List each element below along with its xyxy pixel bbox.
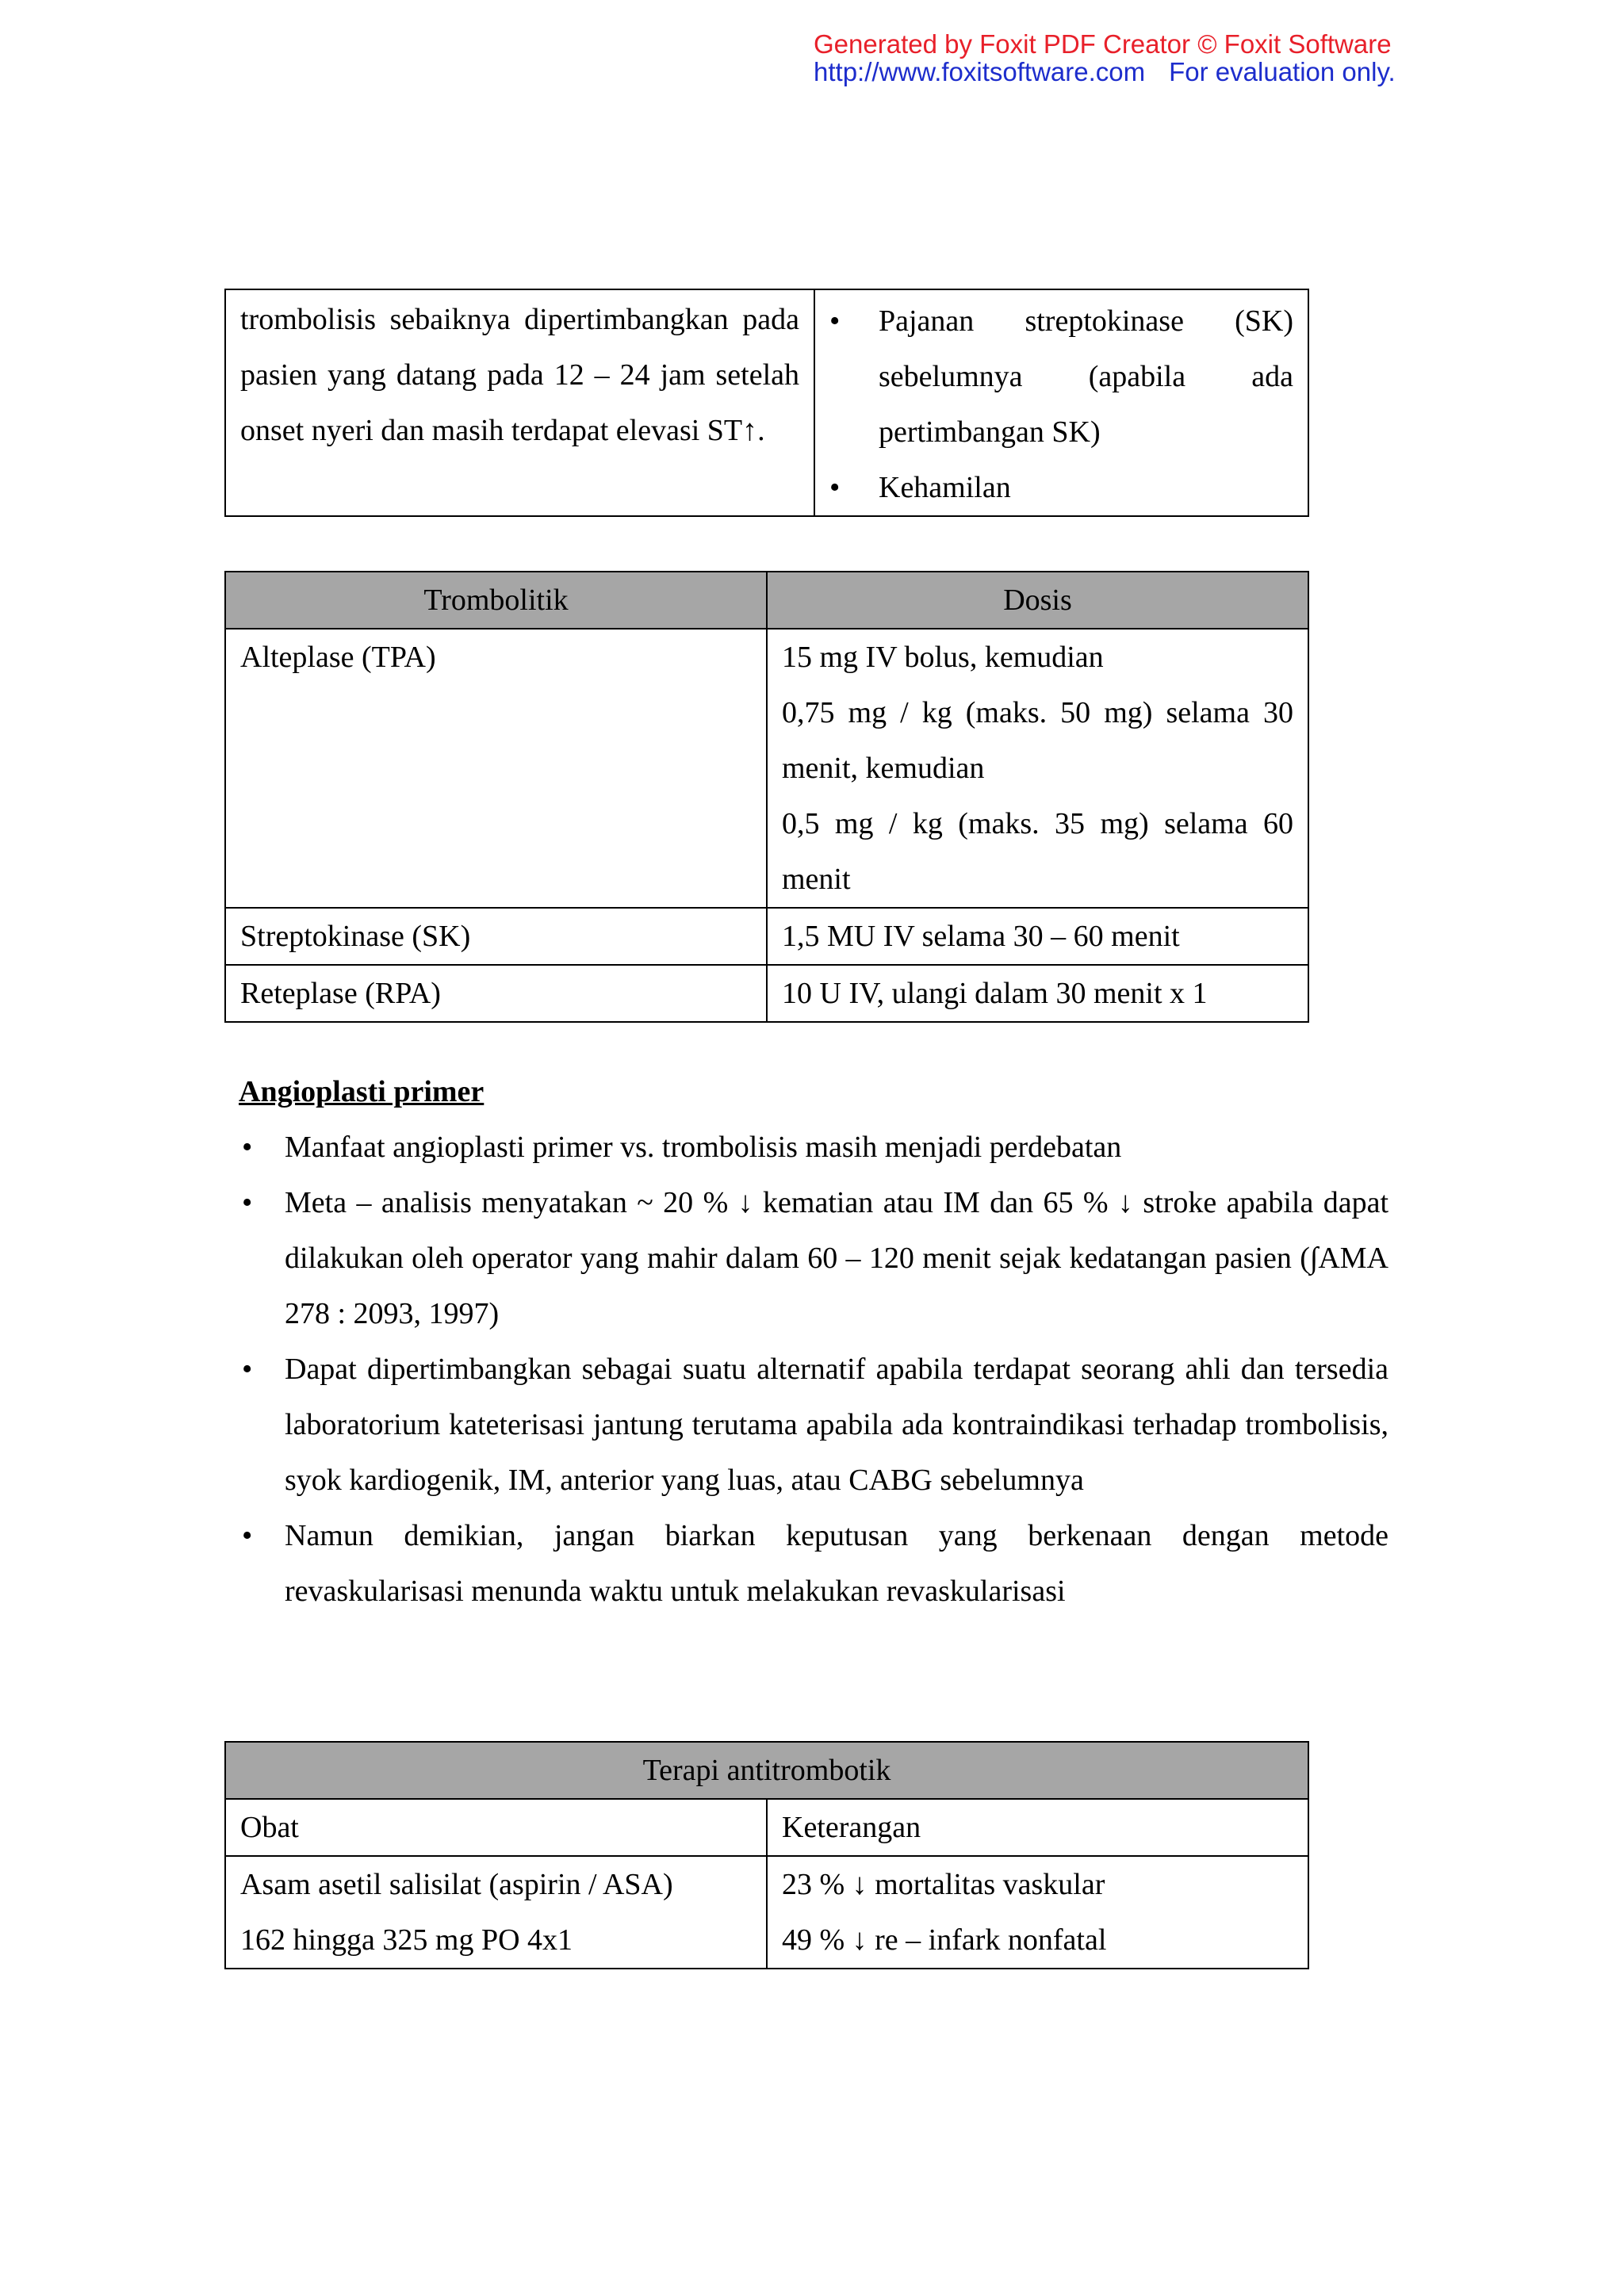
drug-name: Streptokinase (SK) [225,908,767,965]
angioplasty-section [239,1064,1388,1619]
list-item: • Meta – analisis menyatakan ~ 20 % ↓ kematian atau IM dan 65 % ↓ stroke apabila dapat dilakukan oleh operator yang mahir dalam 60 – 120 menit sejak kedatangan pasien (∫AMA 278 : 2093, 1997) [239,1175,1388,1341]
table-header-row [225,572,1308,629]
table-title: Terapi antitrombotik [225,1742,1308,1799]
section-heading: Angioplasti primer [239,1075,485,1108]
contraindication-table-continued [224,289,1309,517]
watermark-line1: Generated by Foxit PDF Creator © Foxit Software [814,29,1392,59]
column-header-drug: Obat [225,1799,767,1856]
list-item: • Manfaat angioplasti primer vs. trombolisis masih menjadi perdebatan [239,1119,1388,1175]
watermark-line2 [814,58,1396,86]
table-row [225,1856,1308,1969]
watermark-url[interactable]: http://www.foxitsoftware.com [814,57,1146,86]
dose-cell [767,908,1308,965]
watermark-note: For evaluation only. [1169,57,1396,86]
contraindication-bullets-cell [814,289,1308,516]
drug-cell [225,1856,767,1969]
column-header-note: Keterangan [767,1799,1308,1856]
note-line: 23 % ↓ mortalitas vaskular [782,1868,1105,1901]
thrombolytic-dose-table [224,571,1309,1023]
dose-line: 10 U IV, ulangi dalam 30 menit x 1 [782,977,1208,1010]
dose-cell [767,965,1308,1022]
list-item: • Kehamilan [823,460,1293,515]
drug-line: Asam asetil salisilat (aspirin / ASA) [240,1868,673,1901]
angioplasty-bullet-list [239,1119,1388,1619]
foxit-watermark [814,30,1396,86]
table-row [225,965,1308,1022]
contraindication-bullet-list [823,293,1293,515]
table-header-row [225,1799,1308,1856]
list-item: • Pajanan streptokinase (SK) sebelumnya (apabila ada pertimbangan SK) [823,293,1293,460]
note-cell [767,1856,1308,1969]
dose-line: 0,5 mg / kg (maks. 35 mg) selama 60 menit [782,807,1293,896]
drug-name: Alteplase (TPA) [225,629,767,908]
dose-line: 15 mg IV bolus, kemudian [782,641,1104,674]
list-item: • Namun demikian, jangan biarkan keputusan yang berkenaan dengan metode revaskularisasi menunda waktu untuk melakukan revaskularisasi [239,1508,1388,1619]
note-line: 49 % ↓ re – infark nonfatal [782,1923,1107,1957]
dose-cell [767,629,1308,908]
antithrombotic-therapy-table [224,1741,1309,1969]
column-header-thrombolytic: Trombolitik [225,572,767,629]
drug-line: 162 hingga 325 mg PO 4x1 [240,1923,573,1957]
list-item: • Dapat dipertimbangkan sebagai suatu alternatif apabila terdapat seorang ahli dan tersedia laboratorium kateterisasi jantung terutama apabila ada kontraindikasi terhadap trombolisis, syok kardiogenik, IM, anterior yang luas, atau CABG sebelumnya [239,1341,1388,1508]
table-row [225,289,1308,516]
table-title-row [225,1742,1308,1799]
dose-line: 1,5 MU IV selama 30 – 60 menit [782,920,1180,953]
table-row [225,629,1308,908]
column-header-dose: Dosis [767,572,1308,629]
table-row [225,908,1308,965]
dose-line: 0,75 mg / kg (maks. 50 mg) selama 30 menit, kemudian [782,696,1293,785]
relative-contraindication-text: trombolisis sebaiknya dipertimbangkan pada pasien yang datang pada 12 – 24 jam setelah onset nyeri dan masih terdapat elevasi ST↑. [225,289,814,516]
drug-name: Reteplase (RPA) [225,965,767,1022]
